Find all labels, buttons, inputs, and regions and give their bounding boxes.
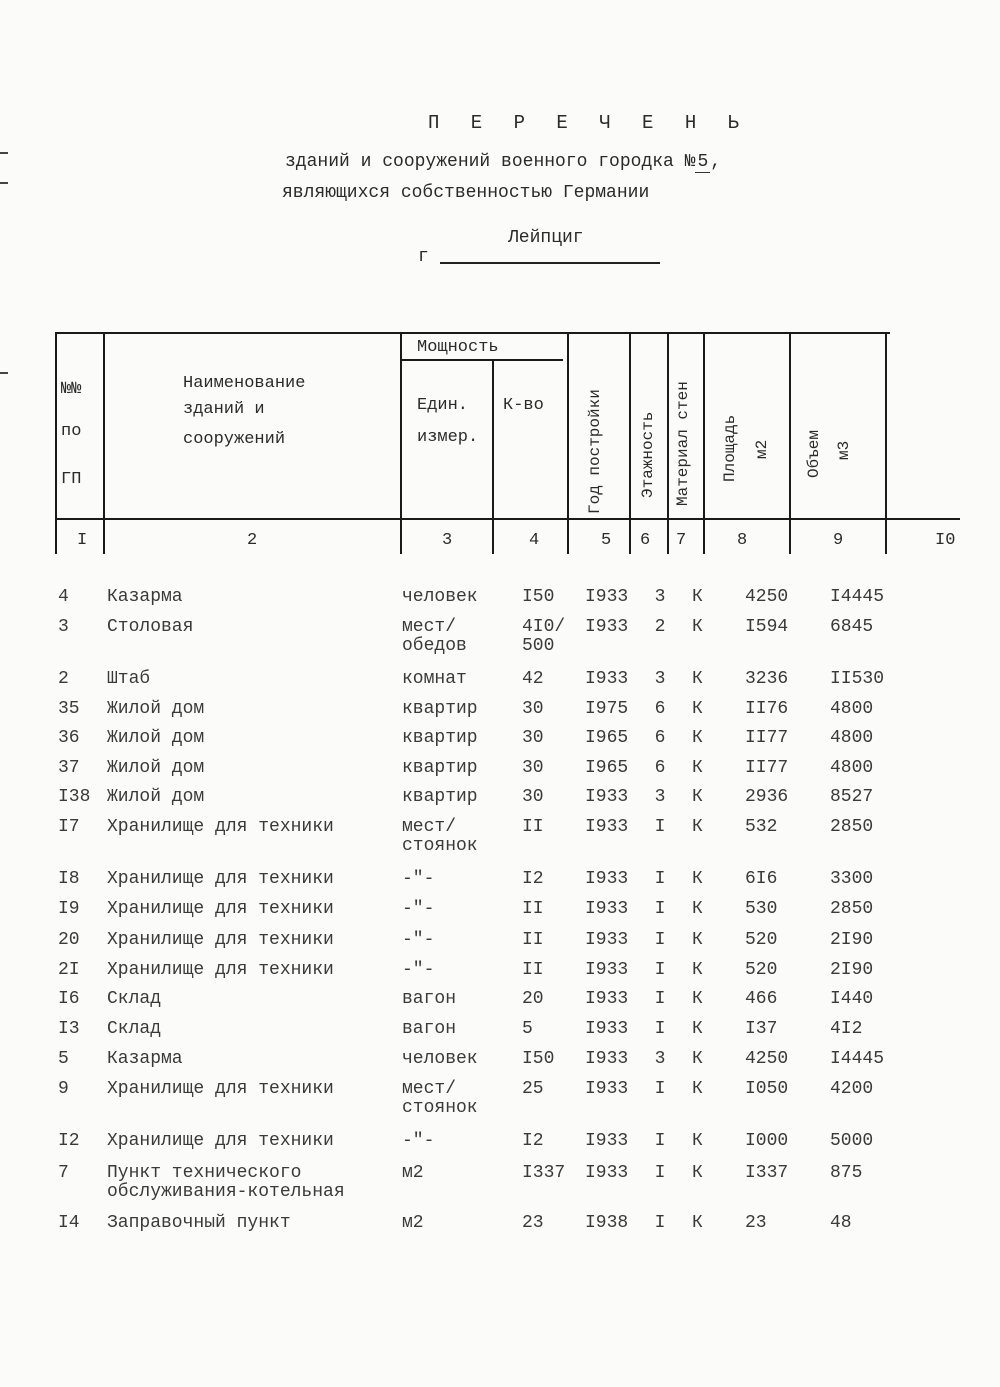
row-area: II77 (745, 728, 789, 748)
row-number: 37 (58, 758, 80, 778)
row-unit: вагон (402, 989, 457, 1009)
row-unit: квартир (402, 758, 478, 778)
column-number: 3 (442, 531, 453, 550)
row-unit: мест/ стоянок (402, 817, 478, 856)
row-volume: 6845 (830, 617, 874, 637)
row-unit: квартир (402, 728, 478, 748)
row-number: I6 (58, 989, 80, 1009)
row-number: 2 (58, 669, 69, 689)
row-name: Хранилище для техники (107, 1079, 334, 1099)
row-year: I933 (585, 1049, 629, 1069)
row-number: 35 (58, 699, 80, 719)
column-number: 2 (247, 531, 258, 550)
row-area: I594 (745, 617, 789, 637)
row-volume: 4200 (830, 1079, 874, 1099)
row-volume: 4800 (830, 699, 874, 719)
row-volume: II530 (830, 669, 885, 689)
row-area: 520 (745, 930, 778, 950)
row-number: 7 (58, 1163, 69, 1183)
row-name: Склад (107, 1019, 162, 1039)
col-border (789, 332, 791, 554)
row-floors: I (654, 930, 666, 950)
row-quantity: 4I0/ 500 (522, 617, 566, 656)
row-floors: I (654, 1019, 666, 1039)
row-area: II76 (745, 699, 789, 719)
header-name-line3: сооружений (183, 430, 286, 449)
row-material: К (692, 1131, 703, 1151)
row-material: К (692, 1079, 703, 1099)
row-unit: м2 (402, 1213, 424, 1233)
row-number: 2I (58, 960, 80, 980)
row-unit: человек (402, 1049, 478, 1069)
row-quantity: 30 (522, 787, 544, 807)
row-material: К (692, 1213, 703, 1233)
row-volume: I4445 (830, 1049, 885, 1069)
row-unit: -"- (402, 1131, 435, 1151)
row-volume: 3300 (830, 869, 874, 889)
row-year: I975 (585, 699, 629, 719)
row-quantity: I50 (522, 1049, 555, 1069)
row-year: I933 (585, 669, 629, 689)
row-quantity: 23 (522, 1213, 544, 1233)
city-underline (440, 262, 660, 264)
document-title: П Е Р Е Ч Е Н Ь (428, 112, 750, 134)
row-number: 4 (58, 587, 69, 607)
row-floors: 6 (654, 758, 666, 778)
column-number: 9 (833, 531, 844, 550)
row-floors: I (654, 869, 666, 889)
row-quantity: I2 (522, 869, 544, 889)
row-material: К (692, 869, 703, 889)
row-quantity: 42 (522, 669, 544, 689)
row-quantity: 25 (522, 1079, 544, 1099)
row-name: Жилой дом (107, 758, 205, 778)
row-year: I933 (585, 787, 629, 807)
row-area: 520 (745, 960, 778, 980)
row-volume: 2I90 (830, 960, 874, 980)
column-number: 5 (601, 531, 612, 550)
row-name: Хранилище для техники (107, 817, 334, 837)
row-name: Хранилище для техники (107, 899, 334, 919)
row-material: К (692, 669, 703, 689)
row-material: К (692, 787, 703, 807)
row-number: 9 (58, 1079, 69, 1099)
document-subtitle-line1 (285, 152, 721, 172)
row-area: I37 (745, 1019, 778, 1039)
header-name-line2: зданий и (183, 400, 265, 419)
row-floors: I (654, 817, 666, 837)
row-year: I933 (585, 617, 629, 637)
header-capacity: Мощность (417, 338, 499, 357)
row-quantity: I337 (522, 1163, 566, 1183)
row-volume: 875 (830, 1163, 863, 1183)
header-year: Год постройки (586, 389, 604, 514)
row-unit: -"- (402, 930, 435, 950)
row-number: I8 (58, 869, 80, 889)
row-number: I4 (58, 1213, 80, 1233)
row-quantity: II (522, 930, 544, 950)
row-quantity: I2 (522, 1131, 544, 1151)
row-year: I933 (585, 1163, 629, 1183)
row-number: 36 (58, 728, 80, 748)
column-number: 8 (737, 531, 748, 550)
row-floors: 6 (654, 699, 666, 719)
row-quantity: 30 (522, 728, 544, 748)
row-floors: I (654, 1213, 666, 1233)
row-floors: I (654, 960, 666, 980)
row-floors: I (654, 1131, 666, 1151)
row-name: Заправочный пункт (107, 1213, 291, 1233)
row-name: Казарма (107, 587, 183, 607)
row-quantity: 30 (522, 758, 544, 778)
row-area: 6I6 (745, 869, 778, 889)
row-name: Хранилище для техники (107, 930, 334, 950)
row-area: II77 (745, 758, 789, 778)
row-floors: 3 (654, 669, 666, 689)
subtitle-prefix: зданий и сооружений военного городка № (285, 152, 696, 172)
row-number: I3 (58, 1019, 80, 1039)
row-unit: -"- (402, 899, 435, 919)
row-unit: -"- (402, 869, 435, 889)
row-floors: I (654, 1163, 666, 1183)
row-number: 20 (58, 930, 80, 950)
row-material: К (692, 1049, 703, 1069)
row-area: 3236 (745, 669, 789, 689)
document-subtitle-line2: являющихся собственностью Германии (282, 183, 650, 203)
row-area: I050 (745, 1079, 789, 1099)
col-border (703, 332, 705, 554)
row-volume: 2I90 (830, 930, 874, 950)
row-name: Столовая (107, 617, 194, 637)
row-year: I933 (585, 930, 629, 950)
row-material: К (692, 699, 703, 719)
row-year: I933 (585, 587, 629, 607)
row-unit: вагон (402, 1019, 457, 1039)
row-number: I2 (58, 1131, 80, 1151)
col-border (103, 332, 105, 554)
row-unit: комнат (402, 669, 467, 689)
row-year: I933 (585, 1019, 629, 1039)
row-volume: 4800 (830, 728, 874, 748)
row-year: I938 (585, 1213, 629, 1233)
row-area: 466 (745, 989, 778, 1009)
row-area: 530 (745, 899, 778, 919)
row-volume: I4445 (830, 587, 885, 607)
row-floors: 3 (654, 787, 666, 807)
margin-mark (0, 182, 8, 184)
row-floors: 2 (654, 617, 666, 637)
row-year: I933 (585, 899, 629, 919)
row-area: 4250 (745, 587, 789, 607)
header-area-unit: м2 (753, 439, 771, 459)
col-border (667, 332, 669, 554)
column-number: 7 (676, 531, 687, 550)
row-area: 4250 (745, 1049, 789, 1069)
row-name: Жилой дом (107, 699, 205, 719)
row-name: Казарма (107, 1049, 183, 1069)
row-number: I7 (58, 817, 80, 837)
row-unit: квартир (402, 699, 478, 719)
column-number: 4 (529, 531, 540, 550)
row-quantity: II (522, 817, 544, 837)
row-volume: 8527 (830, 787, 874, 807)
col-border (492, 361, 494, 554)
row-quantity: II (522, 899, 544, 919)
row-floors: 3 (654, 1049, 666, 1069)
row-year: I933 (585, 869, 629, 889)
header-unit-line1: Един. (417, 396, 469, 415)
row-year: I933 (585, 817, 629, 837)
row-name: Хранилище для техники (107, 960, 334, 980)
row-unit: квартир (402, 787, 478, 807)
header-number-divider (55, 518, 960, 520)
header-material: Материал стен (674, 381, 692, 506)
margin-mark (0, 152, 8, 154)
row-name: Жилой дом (107, 787, 205, 807)
row-unit: мест/ обедов (402, 617, 467, 656)
row-unit: м2 (402, 1163, 424, 1183)
row-quantity: 5 (522, 1019, 533, 1039)
row-quantity: 20 (522, 989, 544, 1009)
col-border (400, 332, 402, 554)
row-material: К (692, 758, 703, 778)
column-number: I (77, 531, 88, 550)
row-quantity: II (522, 960, 544, 980)
margin-mark (0, 372, 8, 374)
row-number: 5 (58, 1049, 69, 1069)
header-qty: К-во (503, 396, 544, 415)
row-material: К (692, 960, 703, 980)
row-volume: 2850 (830, 899, 874, 919)
column-number: I0 (935, 531, 956, 550)
row-area: 2936 (745, 787, 789, 807)
row-material: К (692, 1163, 703, 1183)
row-year: I965 (585, 728, 629, 748)
row-material: К (692, 728, 703, 748)
row-name: Штаб (107, 669, 151, 689)
row-name: Жилой дом (107, 728, 205, 748)
row-material: К (692, 617, 703, 637)
row-material: К (692, 1019, 703, 1039)
col-border (55, 332, 57, 554)
row-name: Склад (107, 989, 162, 1009)
column-number: 6 (640, 531, 651, 550)
row-name: Хранилище для техники (107, 869, 334, 889)
row-material: К (692, 587, 703, 607)
row-quantity: 30 (522, 699, 544, 719)
subtitle-suffix: , (710, 152, 722, 172)
row-volume: 5000 (830, 1131, 874, 1151)
row-volume: I440 (830, 989, 874, 1009)
header-num-line2: по (61, 422, 82, 441)
row-volume: 48 (830, 1213, 852, 1233)
row-material: К (692, 817, 703, 837)
row-volume: 4I2 (830, 1019, 863, 1039)
header-volume-unit: м3 (835, 440, 853, 460)
row-year: I933 (585, 989, 629, 1009)
row-volume: 2850 (830, 817, 874, 837)
city-prefix: г (418, 247, 429, 267)
city-name: Лейпциг (508, 228, 584, 248)
row-year: I965 (585, 758, 629, 778)
town-number: 5 (697, 152, 709, 172)
row-unit: мест/ стоянок (402, 1079, 478, 1118)
row-area: I337 (745, 1163, 789, 1183)
row-floors: 3 (654, 587, 666, 607)
col-border (885, 332, 887, 554)
row-year: I933 (585, 1131, 629, 1151)
row-area: I000 (745, 1131, 789, 1151)
row-number: I9 (58, 899, 80, 919)
row-material: К (692, 899, 703, 919)
row-volume: 4800 (830, 758, 874, 778)
row-name: Пункт технического обслуживания-котельная (107, 1163, 345, 1202)
row-number: I38 (58, 787, 91, 807)
col-border (629, 332, 631, 554)
row-unit: -"- (402, 960, 435, 980)
header-name-line1: Наименование (183, 374, 306, 393)
row-year: I933 (585, 960, 629, 980)
header-volume: Объем (805, 429, 823, 478)
row-floors: 6 (654, 728, 666, 748)
row-year: I933 (585, 1079, 629, 1099)
row-quantity: I50 (522, 587, 555, 607)
row-area: 532 (745, 817, 778, 837)
header-num-line1: №№ (61, 380, 82, 399)
header-area: Площадь (721, 414, 739, 482)
col-border (567, 332, 569, 554)
header-floors: Этажность (639, 411, 657, 498)
row-material: К (692, 930, 703, 950)
row-number: 3 (58, 617, 69, 637)
row-floors: I (654, 1079, 666, 1099)
row-area: 23 (745, 1213, 767, 1233)
row-unit: человек (402, 587, 478, 607)
header-num-line3: ГП (61, 470, 82, 489)
row-name: Хранилище для техники (107, 1131, 334, 1151)
header-unit-line2: измер. (417, 428, 479, 447)
table-header (55, 332, 960, 554)
row-material: К (692, 989, 703, 1009)
row-floors: I (654, 989, 666, 1009)
row-floors: I (654, 899, 666, 919)
